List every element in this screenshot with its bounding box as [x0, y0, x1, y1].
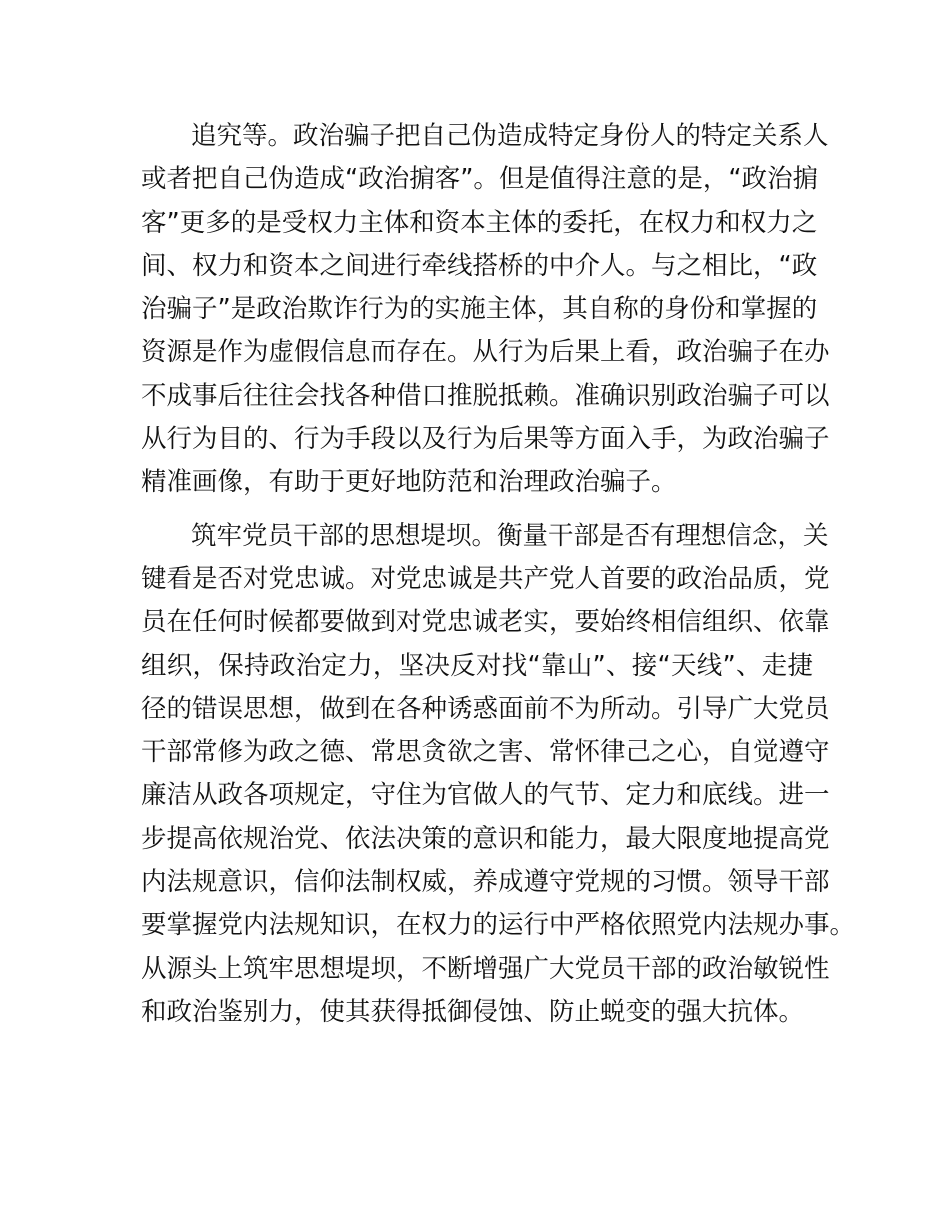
text-line: 组织，保持政治定力，坚决反对找“靠山”、接“天线”、走捷 — [141, 650, 813, 681]
text-line: 干部常修为政之德、常思贪欲之害、常怀律己之心，自觉遵守 — [141, 737, 830, 768]
text-line: 客”更多的是受权力主体和资本主体的委托，在权力和权力之 — [141, 207, 818, 238]
text-line: 追究等。政治骗子把自己伪造成特定身份人的特定关系人 — [191, 121, 829, 151]
text-line: 从源头上筑牢思想堤坝，不断增强广大党员干部的政治敏锐性 — [141, 953, 830, 984]
text-line: 筑牢党员干部的思想堤坝。衡量干部是否有理想信念，关 — [191, 520, 829, 551]
text-line: 内法规意识，信仰法制权威，养成遵守党规的习惯。领导干部 — [141, 867, 830, 898]
text-line: 步提高依规治党、依法决策的意识和能力，最大限度地提高党 — [141, 823, 830, 854]
paragraph-ideological-dam — [141, 515, 856, 1035]
text-line: 或者把自己伪造成“政治掮客”。但是值得注意的是，“政治掮 — [141, 164, 819, 195]
text-line: 员在任何时候都要做到对党忠诚老实，要始终相信组织、依靠 — [141, 607, 830, 638]
text-line: 从行为目的、行为手段以及行为后果等方面入手，为政治骗子 — [141, 424, 830, 455]
text-line: 径的错误思想，做到在各种诱惑面前不为所动。引导广大党员 — [141, 693, 830, 724]
text-line: 精准画像，有助于更好地防范和治理政治骗子。 — [141, 467, 677, 498]
text-line: 和政治鉴别力，使其获得抵御侵蚀、防止蜕变的强大抗体。 — [141, 996, 805, 1027]
text-line: 资源是作为虚假信息而存在。从行为后果上看，政治骗子在办 — [141, 337, 830, 368]
text-line: 间、权力和资本之间进行牵线搭桥的中介人。与之相比，“政 — [141, 250, 818, 281]
text-line: 不成事后往往会找各种借口推脱抵赖。准确识别政治骗子可以 — [141, 380, 830, 411]
text-line: 要掌握党内法规知识，在权力的运行中严格依照党内法规办事。 — [141, 910, 856, 941]
text-line: 键看是否对党忠诚。对党忠诚是共产党人首要的政治品质，党 — [141, 563, 830, 594]
document-page — [141, 115, 856, 1034]
text-line: 廉洁从政各项规定，守住为官做人的气节、定力和底线。进一 — [141, 780, 830, 811]
text-line: 治骗子”是政治欺诈行为的实施主体，其自称的身份和掌握的 — [141, 294, 818, 325]
paragraph-political-swindler-identification — [141, 115, 830, 505]
